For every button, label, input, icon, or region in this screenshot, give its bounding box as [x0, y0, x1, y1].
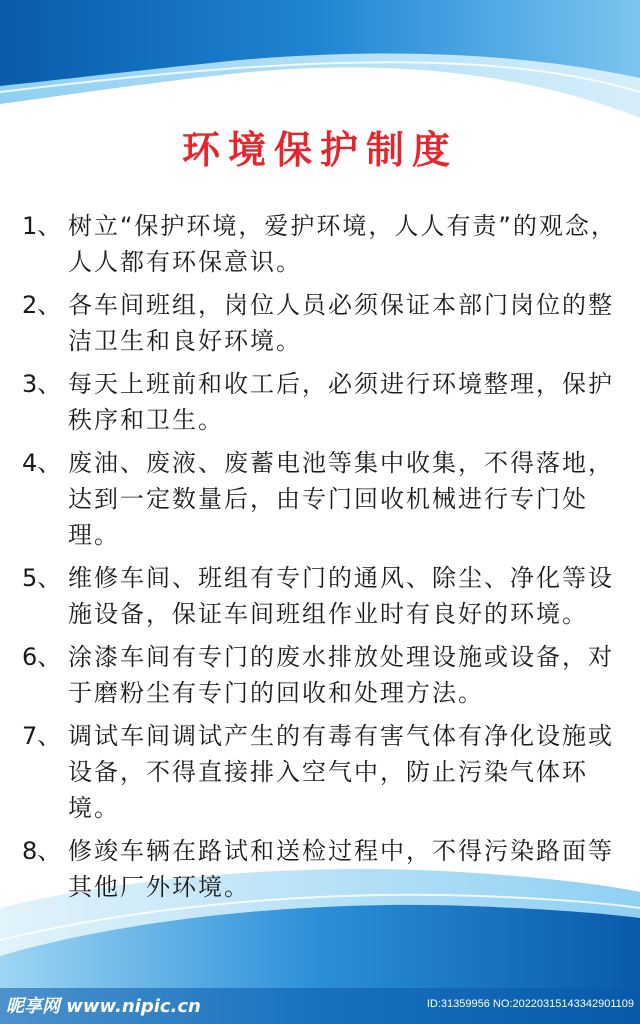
- rule-number: 4、: [22, 449, 62, 477]
- rule-number: 6、: [22, 643, 62, 671]
- rule-number: 1、: [22, 212, 62, 240]
- image-id-label: ID:31359956 NO:20220315143342901109: [426, 998, 634, 1010]
- rule-item: [22, 208, 622, 280]
- rule-number: 5、: [22, 564, 62, 592]
- rule-number: 2、: [22, 291, 62, 319]
- watermark-logo: 昵享网 www.nipic.cn: [6, 996, 201, 1017]
- rule-text: 每天上班前和收工后，必须进行环境整理，保护秩序和卫生。: [68, 370, 614, 434]
- rule-item: [22, 366, 622, 438]
- rule-number: 7、: [22, 722, 62, 750]
- rule-item: [22, 639, 622, 711]
- rule-text: 树立“保护环境，爱护环境，人人有责”的观念，人人都有环保意识。: [68, 212, 617, 276]
- rule-number: 3、: [22, 370, 62, 398]
- page-title: 环境保护制度: [181, 128, 458, 172]
- rule-text: 修竣车辆在路试和送检过程中，不得污染路面等其他厂外环境。: [68, 837, 614, 901]
- rule-text: 各车间班组，岗位人员必须保证本部门岗位的整洁卫生和良好环境。: [68, 291, 614, 355]
- rule-item: [22, 560, 622, 632]
- rules-list: [22, 208, 622, 912]
- rule-text: 涂漆车间有专门的废水排放处理设施或设备，对于磨粉尘有专门的回收和处理方法。: [68, 643, 614, 707]
- rule-number: 8、: [22, 837, 62, 865]
- rule-item: [22, 445, 622, 553]
- rule-text: 维修车间、班组有专门的通风、除尘、净化等设施设备，保证车间班组作业时有良好的环境。: [68, 564, 614, 628]
- rule-item: [22, 833, 622, 905]
- rule-item: [22, 287, 622, 359]
- rule-text: 调试车间调试产生的有毒有害气体有净化设施或设备，不得直接排入空气中，防止污染气体环境。: [68, 722, 614, 822]
- rule-item: [22, 718, 622, 826]
- rule-text: 废油、废液、废蓄电池等集中收集，不得落地，达到一定数量后，由专门回收机械进行专门处理。: [68, 449, 614, 549]
